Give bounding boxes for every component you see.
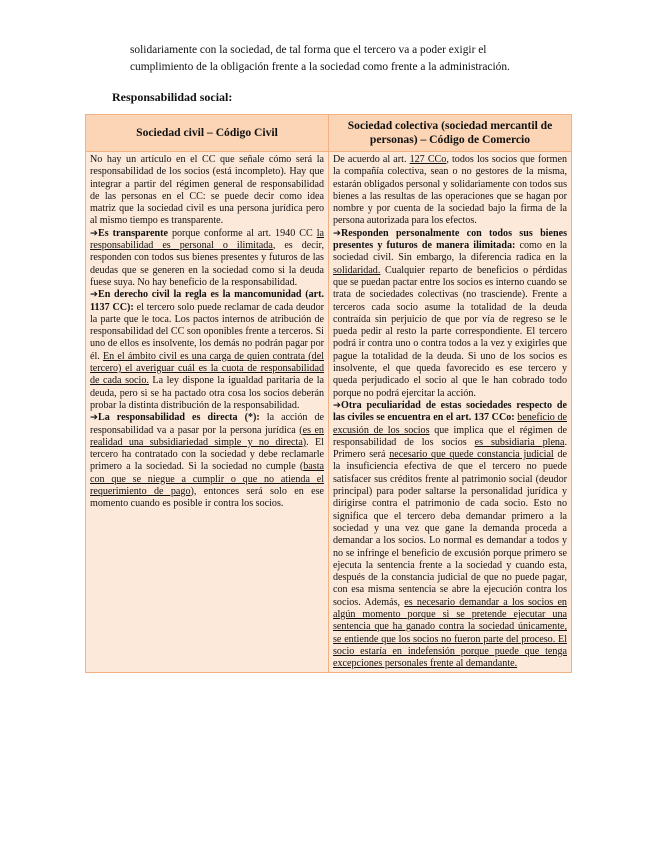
header-sociedad-colectiva: Sociedad colectiva (sociedad mercantil de personas) – Código de Comercio [329,115,572,152]
intro-line-2: cumplimiento de la obligación frente a la sociedad como frente a la administración. [130,61,510,73]
cell-paragraph [90,154,324,228]
text-segment: ), entonces será solo en ese momento cuando es posible ir contra los socios. [90,486,325,510]
comparison-table [85,114,572,673]
text-segment: , todos los socios que formen la compañía colectiva, sean o no gestores de la misma, estarán obligados personal y solidariamente con todos sus bienes a las resultas de las operaciones que se hagan por nombre y por cuenta de la sociedad bajo la firma de la persona autorizada para los efectos. [333,154,567,227]
text-segment: el tercero solo puede reclamar de cada deudor la parte que le toca. Los pactos internos de atribución de responsabilidad del CC son oponibles frente a terceros. Si uno de ellos es insolvente, los demás no podrán pagar por él. [90,301,324,362]
section-heading: Responsabilidad social: [112,90,233,104]
text-segment: (es en realidad una subsidiariedad simple y no directa) [90,424,324,448]
arrow-icon: ➔ [90,227,98,239]
arrow-icon: ➔ [90,412,98,424]
text-segment: que implica que el régimen de responsabilidad de los socios [333,424,567,448]
intro-line-1: solidariamente con la sociedad, de tal forma que el tercero va a poder exigir el [130,44,487,56]
text-segment: como en la sociedad civil. Sin embargo, la diferencia radica en la [333,240,568,264]
cell-paragraph [333,228,567,400]
text-segment: . Primero será [333,436,567,461]
cell-paragraph [90,228,324,289]
text-segment: La responsabilidad es directa (*): [97,412,260,424]
table-row [86,152,572,673]
text-segment: , es decir, responden con todos sus bienes presentes y futuros de las deudas que se generen en la sociedad como si la deuda fuese suya. No hay beneficio de la responsabilidad. [90,240,324,288]
text-segment: De acuerdo al art. [333,154,410,165]
text-segment: Responden personalmente con todos sus bienes presentes y futuros de manera ilimitada: [333,227,567,252]
text-segment: solidaridad. [333,264,381,276]
text-segment: basta con que se niegue a cumplir o que no atienda el requerimiento de pago [90,461,324,498]
arrow-icon: ➔ [333,399,341,411]
cell-paragraph [333,154,567,228]
text-segment: es necesario demandar a los socios en algún momento porque si se pretende ejecutar una sentencia que ha ganado contra la sociedad únicamente, se entiende que los socios no fueron parte del proceso. El socio estaría en indefensión porque puede que tenga excepciones personales frente al demandante. [333,596,567,670]
text-segment: porque conforme al art. 1940 CC [167,227,317,239]
text-segment: Es transparente [97,227,168,239]
text-segment: de la insuficiencia efectiva de que el tercero no puede satisfacer sus créditos frente al patrimonio social (deudor principal) para poder saltarse la personalidad jurídica y dirigirse contra el patrimonio de cada socio. Esto no significa que el tercero deba demandar primero a la sociedad y una vez que gane la demanda proceda a demandar a los socios. Lo normal es demandar a todos y no se infringe el beneficio de excusión porque primero se ejecuta la sentencia frente a la sociedad y cuando esta, después de la constancia judicial de que no puede pagar, con esa misma sentencia se abre la ejecución contra los socios. Además, [333,449,567,608]
table-header-row [86,115,572,152]
cell-sociedad-civil [86,152,329,673]
text-segment: En derecho civil la regla es la mancomunidad (art. 1137 CC): [90,289,324,313]
text-segment: Otra peculiaridad de estas sociedades respecto de las civiles se encuentra en el art. 137 CCo: [333,399,567,424]
text-segment: necesario que quede constancia judicial [389,449,554,461]
cell-sociedad-colectiva [329,152,572,673]
text-segment: es subsidiaria plena [474,436,565,448]
header-sociedad-civil: Sociedad civil – Código Civil [86,115,329,152]
text-segment: La ley dispone la igualdad paritaria de la deuda, pero si se ha pactado otra cosa los socios deberán probar la distinta distribución de la responsabilidad. [90,375,324,411]
text-segment: . El tercero ha contratado con la sociedad y debe reclamarle primero a la sociedad. Si la sociedad no cumple ( [90,436,324,473]
text-segment: 127 CCo [409,154,447,165]
text-segment: la acción de responsabilidad va a pasar por la persona jurídica [90,412,324,436]
text-segment: la responsabilidad es personal o ilimitada [90,227,324,252]
text-segment: Cualquier reparto de beneficios o pérdidas que se puedan pactar entre los socios es interno cuando se trata de sociedades colectivas (no trasciende). Frente a terceros cada socio asume la totalidad de la deuda contraída sin perjuicio de que por vía de regreso se le pueda pedir al resto la parte correspondiente. El tercero podrá ir contra uno o contra todos a la vez y exigirles que pague la totalidad de la deuda. Si uno de los socios es insolvente, el que queda favorecido es ese tercero y queda perjudicado el socio al que le han cobrado todo porque no podrá ejercitar la acción. [333,264,567,399]
text-segment: En el ámbito civil es una carga de quien contrata (del tercero) el averiguar cuál es la cuota de responsabilidad de cada socio. [90,350,324,387]
arrow-icon: ➔ [90,289,98,301]
text-segment: No hay un artículo en el CC que señale cómo será la responsabilidad de los socios (está incompleto). Hay que integrar a partir del régimen general de responsabilidad de las personas en el CC: se puede decir como idea matriz que la sociedad civil es una persona jurídica pero al mismo tiempo es transparente. [90,154,324,227]
cell-paragraph [90,289,324,412]
cell-paragraph [333,400,567,671]
text-segment: beneficio de excusión de los socios [333,412,568,436]
arrow-icon: ➔ [333,227,341,239]
intro-paragraph [130,42,562,76]
cell-paragraph [90,412,324,510]
